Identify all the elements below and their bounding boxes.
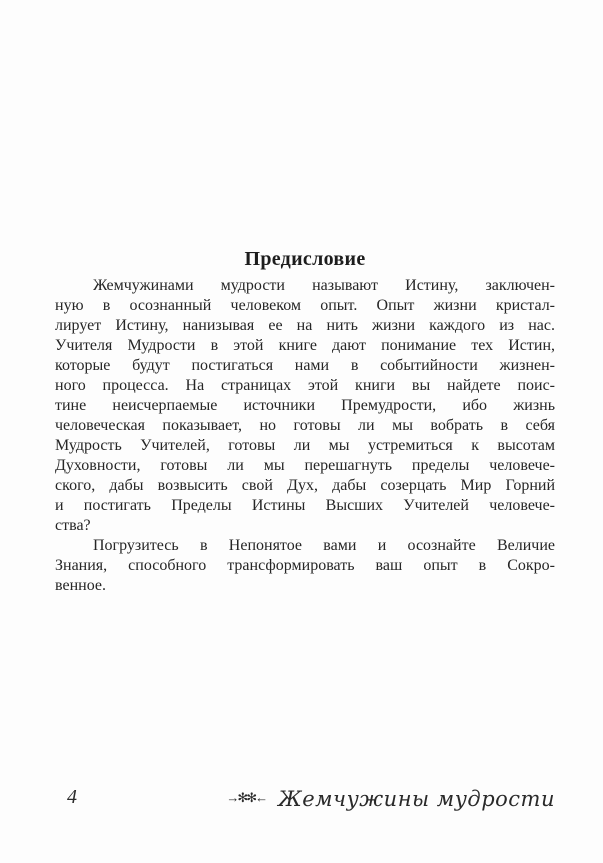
- running-title: Жемчужины мудрости: [278, 787, 555, 811]
- text-line: Учителя Мудрости в этой книге дают понимание тех Истин,: [55, 337, 555, 354]
- body-text: [55, 276, 555, 596]
- text-line: ского, дабы возвысить свой Дух, дабы созерцать Мир Горний: [55, 477, 555, 494]
- text-line: тине неисчерпаемые источники Премудрости, ибо жизнь: [55, 397, 555, 414]
- text-line: которые будут постигаться нами в событийности жизнен-: [55, 357, 555, 374]
- page-title: Предисловие: [244, 247, 366, 270]
- text-line: ства?: [55, 517, 91, 534]
- paragraph: [55, 536, 555, 596]
- text-line: ную в осознанный человеком опыт. Опыт жизни кристал-: [55, 297, 555, 314]
- text-line: Жемчужинами мудрости называют Истину, заключен-: [93, 277, 555, 294]
- text-line: и постигать Пределы Истины Высших Учителей человече-: [55, 497, 555, 514]
- page-footer: [55, 786, 555, 811]
- paragraph: [55, 276, 555, 536]
- text-line: ного процесса. На страницах этой книги вы найдете поис-: [55, 377, 555, 394]
- text-line: человеческая показывает, но готовы ли мы вобрать в себя: [55, 417, 555, 434]
- text-line: Погрузитесь в Непонятое вами и осознайте Величие: [93, 537, 555, 554]
- text-line: венное.: [55, 577, 106, 594]
- text-line: Духовности, готовы ли мы перешагнуть пределы человече-: [55, 457, 555, 474]
- text-line: Мудрость Учителей, готовы ли мы устремиться к высотам: [55, 437, 555, 454]
- ornament-icon: →✻✻←: [226, 790, 267, 805]
- running-title-group: [226, 787, 555, 811]
- text-line: лирует Истину, нанизывая ее на нить жизни каждого из нас.: [55, 317, 555, 334]
- page-number: 4: [67, 786, 77, 808]
- text-line: Знания, способного трансформировать ваш опыт в Сокро-: [55, 557, 555, 574]
